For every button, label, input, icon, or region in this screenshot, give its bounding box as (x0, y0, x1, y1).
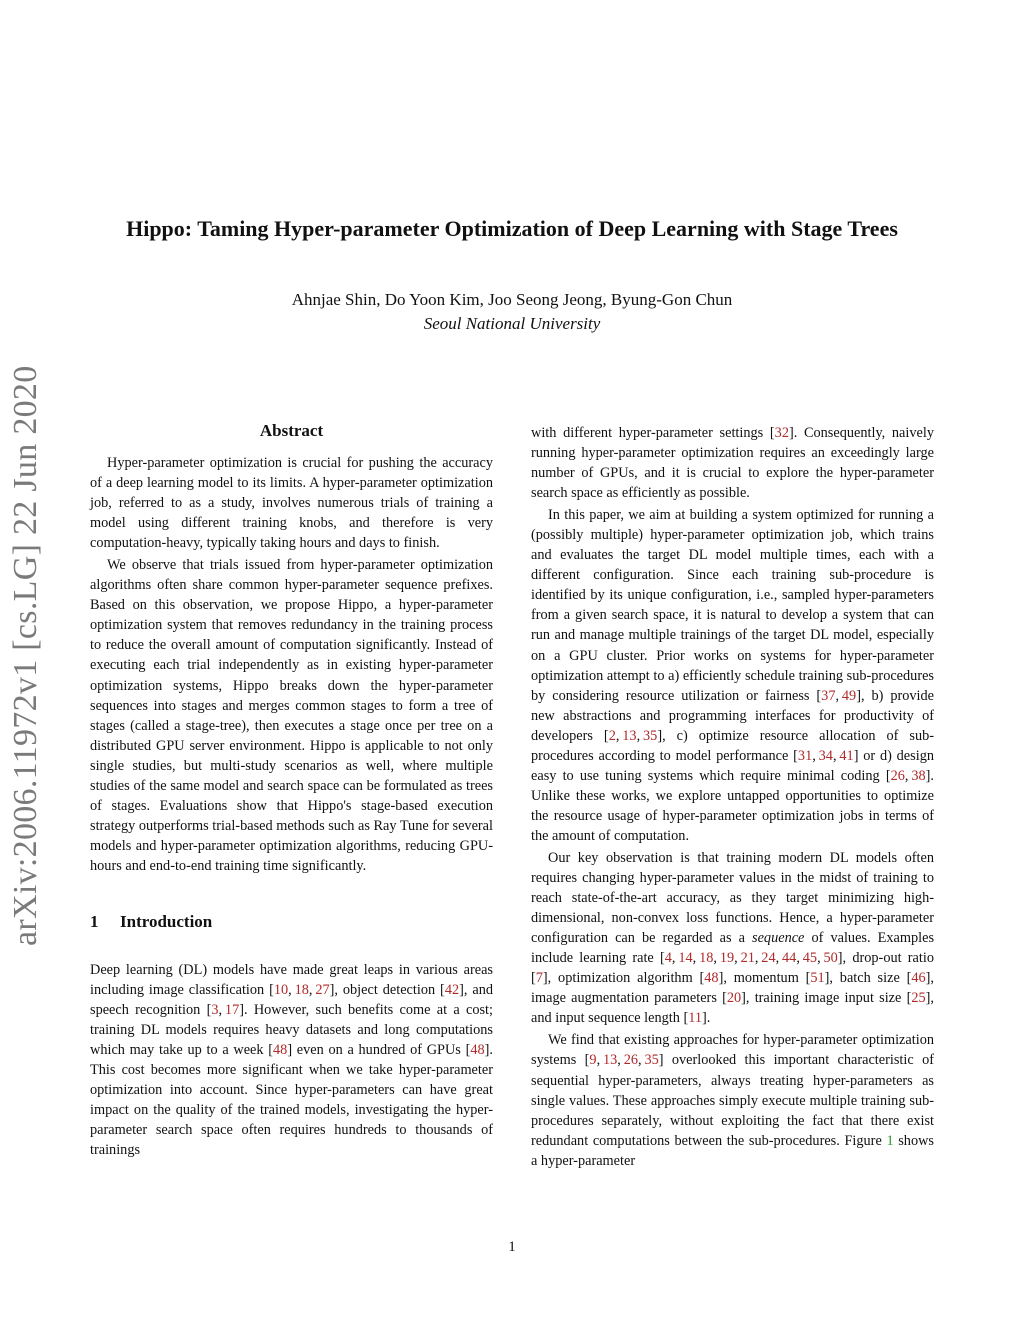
arxiv-identifier: arXiv:2006.11972v1 [cs.LG] 22 Jun 2020 (7, 365, 44, 946)
citation-link[interactable]: 14 (678, 950, 693, 967)
citation-link[interactable]: 24 (761, 950, 776, 967)
abstract-paragraph-1: Hyper-parameter optimization is crucial for pushing the accuracy of a deep learning model to its limits. A hyper-parameter optimization job, referred to as a study, involves numerous trials of training a model using different training knobs, and therefore is very computation-heavy, typically taking hours and days to finish. (90, 455, 493, 552)
citation-link[interactable]: 10 (273, 982, 289, 999)
citation-link[interactable]: 48 (704, 970, 719, 987)
citation-link[interactable]: 48 (273, 1042, 288, 1059)
intro-paragraph-1: Deep learning (DL) models have made great leaps in various areas including image classification [10, 18, 27], object detection [42], and speech recognition [3, 17]. However, such benefits come at a cost; training DL models requires heavy datasets and long computations which may take up to a week [48] even on a hundred of GPUs [48]. This cost becomes more significant when we take hyper-parameter optimization into account. Since hyper-parameters can have great impact on the quality of the trained models, investigating the hyper-parameter search space often requires hundreds to thousands of trainings (90, 961, 493, 1159)
citation-link[interactable]: 35 (643, 727, 658, 744)
citation-link[interactable]: 49 (841, 687, 857, 704)
citation-link[interactable]: 32 (774, 425, 789, 441)
citation-link[interactable]: 3 (211, 1002, 219, 1019)
citation-link[interactable]: 26 (623, 1052, 639, 1069)
body-paragraph-1: with different hyper-parameter settings [32]. Consequently, naively running hyper-parameter optimization requires an exceedingly large number of GPUs, and it is crucial to explore the hyper-parameter search space as efficiently as possible. (531, 425, 934, 502)
right-column (531, 423, 934, 1171)
body-paragraph-4: We find that existing approaches for hyper-parameter optimization systems [9, 13, 26, 35] overlooked this important characteristic of sequential hyper-parameters, always treating hyper-parameters as single values. These approaches simply execute multiple training sub-procedures separately, without exploiting the fact that there exist redundant computations between the sub-procedures. Figure 1 shows a hyper-parameter (531, 1032, 934, 1169)
citation-link[interactable]: 35 (644, 1052, 659, 1069)
citation-link[interactable]: 42 (444, 982, 460, 999)
citation-link[interactable]: 25 (911, 990, 926, 1007)
body-paragraph-2: In this paper, we aim at building a system optimized for running a (possibly multiple) hyper-parameter optimization job, which trains and evaluates the target DL model multiple times, each with a different configuration. Since each training sub-procedure is identified by its unique configuration, i.e., sampled hyper-parameters from a given search space, it is natural to develop a system that can run and manage multiple trainings of the target DL model, especially on a GPU cluster. Prior works on systems for hyper-parameter optimization attempt to a) efficiently schedule training sub-procedures by considering resource utilization or fairness [37, 49], b) provide new abstractions and programming interfaces for productivity of developers [2, 13, 35], c) optimize resource allocation of sub-procedures according to model performance [31, 34, 41] or d) design easy to use tuning systems which require minimal coding [26, 38]. Unlike these works, we explore untapped opportunities to optimize the resource usage of hyper-parameter optimization jobs in terms of the amount of computation. (531, 507, 935, 844)
citation-link[interactable]: 4 (664, 950, 672, 967)
section-heading-introduction (90, 911, 493, 933)
citation-link[interactable]: 41 (839, 747, 854, 764)
citation-link[interactable]: 21 (740, 950, 755, 967)
author-list: Ahnjae Shin, Do Yoon Kim, Joo Seong Jeong, Byung-Gon Chun (291, 290, 733, 309)
citation-link[interactable]: 13 (603, 1052, 618, 1069)
citation-link[interactable]: 37 (821, 687, 836, 704)
citation-link[interactable]: 26 (890, 767, 905, 784)
citation-link[interactable]: 19 (719, 950, 735, 967)
paper-title: Hippo: Taming Hyper-parameter Optimization of Deep Learning with Stage Trees (126, 216, 898, 241)
citation-link[interactable]: 7 (535, 970, 543, 987)
figure-link[interactable]: 1 (886, 1132, 894, 1149)
citation-link[interactable]: 34 (818, 747, 833, 764)
page-number: 1 (508, 1239, 516, 1255)
citation-link[interactable]: 11 (688, 1010, 702, 1027)
citation-link[interactable]: 27 (315, 982, 330, 999)
citation-link[interactable]: 2 (608, 727, 616, 744)
citation-link[interactable]: 31 (797, 747, 813, 764)
citation-link[interactable]: 44 (782, 950, 797, 967)
citation-link[interactable]: 48 (470, 1042, 485, 1059)
left-column (90, 420, 493, 1160)
citation-link[interactable]: 17 (224, 1002, 240, 1019)
citation-link[interactable]: 18 (294, 982, 309, 999)
citation-link[interactable]: 51 (810, 970, 825, 987)
citation-link[interactable]: 9 (589, 1052, 597, 1069)
section-title: Introduction (120, 911, 213, 931)
citation-link[interactable]: 38 (911, 767, 926, 784)
citation-link[interactable]: 46 (911, 970, 926, 987)
citation-link[interactable]: 18 (699, 950, 714, 967)
abstract-paragraph-2: We observe that trials issued from hyper-parameter optimization algorithms often share common hyper-parameter sequence prefixes. Based on this observation, we propose Hippo, a hyper-parameter optimization system that removes redundancy in the training process to reduce the overall amount of computation significantly. Instead of executing each trial independently as in existing hyper-parameter optimization systems, Hippo breaks down the hyper-parameter sequences into stages and merges common stages to form a tree of stages (called a stage-tree), then executes a stage once per tree on a distributed GPU server environment. Hippo is applicable to not only single studies, but multi-study scenarios as well, where multiple studies of the same model and search space can be formulated as trees of stages. Evaluations show that Hippo's stage-based execution strategy outperforms trial-based methods such as Ray Tune for several models and hyper-parameter optimization algorithms, reducing GPU-hours and end-to-end training time significantly. (90, 557, 494, 874)
abstract-heading: Abstract (259, 421, 324, 440)
body-paragraph-3: Our key observation is that training modern DL models often requires changing hyper-parameter values in the midst of training to reach state-of-the-art accuracy, as they target minimizing high-dimensional, non-convex loss functions. Hence, a hyper-parameter configuration can be regarded as a sequence of values. Examples include learning rate [4, 14, 18, 19, 21, 24, 44, 45, 50], drop-out ratio [7], optimization algorithm [48], momentum [51], batch size [46], image augmentation parameters [20], training image input size [25], and input sequence length [11]. (531, 849, 935, 1027)
citation-link[interactable]: 13 (622, 727, 637, 744)
section-number: 1 (90, 911, 99, 931)
citation-link[interactable]: 50 (823, 950, 838, 967)
affiliation: Seoul National University (423, 314, 601, 333)
citation-link[interactable]: 45 (802, 950, 818, 967)
citation-link[interactable]: 20 (726, 990, 742, 1007)
